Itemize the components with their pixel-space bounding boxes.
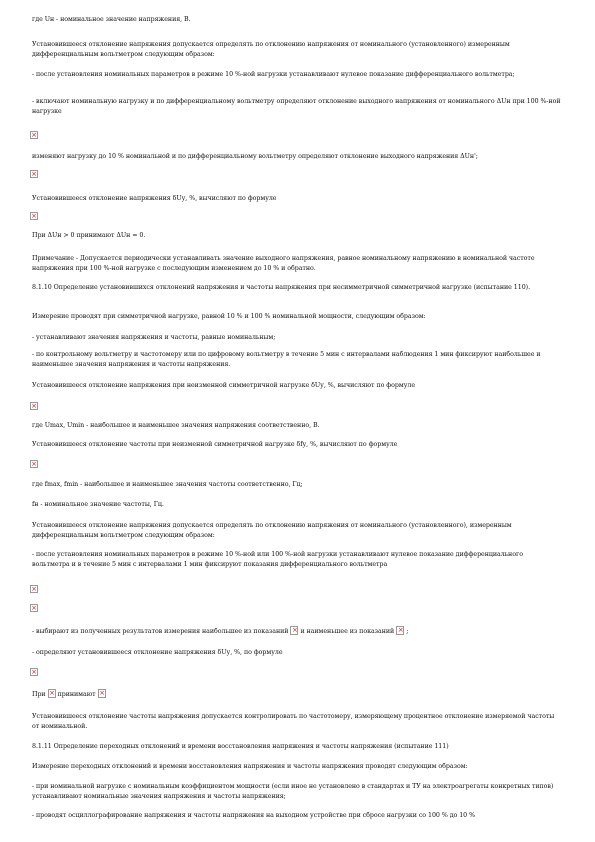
paragraph-text: ; <box>406 628 409 635</box>
paragraph: Установившееся отклонение напряжения допускается определять по отклонению напряжения от номинального (установленного), измеренным дифференциальным вольтметром следующим образом: <box>32 522 512 539</box>
paragraph: При ΔUн > 0 принимают ΔUн = 0. <box>32 232 146 239</box>
paragraph: Установившееся отклонение частоты при неизменной симметричной нагрузке δfу, %, вычисляют по формуле <box>32 441 398 448</box>
broken-image-icon <box>30 668 38 676</box>
paragraph-text: - выбирают из полученных результатов измерения наибольшее из показаний <box>32 628 289 635</box>
paragraph: Установившееся отклонение напряжения при неизменной симметричной нагрузке δUу, %, вычисляют по формуле <box>32 382 416 389</box>
broken-image-icon <box>30 170 38 178</box>
paragraph: Измерение проводят при симметричной нагрузке, равной 10 % и 100 % номинальной мощности, следующим образом: <box>32 313 426 320</box>
paragraph: Установившееся отклонение частоты напряжения допускается контролировать по частотомеру, измеряющему процентное отклонение измеряемой частоты от номинальной. <box>32 713 555 730</box>
paragraph: Измерение переходных отклонений и времени восстановления напряжения и частоты напряжения проводят следующим образом: <box>32 763 468 770</box>
broken-image-icon <box>30 460 38 468</box>
paragraph-text: принимают <box>57 691 96 698</box>
paragraph: - при номинальной нагрузке с номинальным коэффициентом мощности (если иное не установлено в стандартах и ТУ на электроагрегаты конкретных типов) устанавливают номинальные значения напряжения и частоты напряжения; <box>32 783 554 800</box>
paragraph: - включают номинальную нагрузку и по дифференциальному вольтметру определяют отклонение выходного напряжения от номинального ΔUн при 100 %-ной нагрузке <box>32 98 561 115</box>
section-heading: 8.1.10 Определение установившихся отклонений напряжения и частоты напряжения при несимметричной симметричной нагрузке (испытание 110). <box>32 284 531 291</box>
broken-image-icon <box>30 212 38 220</box>
paragraph-text: и наименьшее из показаний <box>300 628 395 635</box>
paragraph: изменяют нагрузку до 10 % номинальной и по дифференциальному вольтметру определяют отклонение выходного напряжения ΔUн'; <box>32 153 478 160</box>
paragraph: - после установления номинальных параметров в режиме 10 %-ной или 100 %-ной нагрузки устанавливают нулевое показание дифференциального вольтметра и в течение 5 мин с интервалами 1 мин фиксируют показания дифференциального вольтметра <box>32 551 523 568</box>
paragraph: - проводят осциллографирование напряжения и частоты напряжения на выходном устройстве при сбросе нагрузки со 100 % до 10 % <box>32 812 476 819</box>
broken-image-icon <box>290 626 298 635</box>
paragraph: Установившееся отклонение напряжения δUу, %, вычисляют по формуле <box>32 195 277 202</box>
paragraph: - после установления номинальных параметров в режиме 10 %-ной нагрузки устанавливают нулевое показание дифференциального вольтметра; <box>32 71 515 78</box>
broken-image-icon <box>98 689 106 698</box>
paragraph: - по контрольному вольтметру и частотомеру или по цифровому вольтметру в течение 5 мин с интервалами наблюдения 1 мин фиксируют наибольшее и наименьшее значения напряжения и частоты напряжения. <box>32 351 541 368</box>
broken-image-icon <box>30 604 38 612</box>
paragraph-text: При <box>32 691 46 698</box>
paragraph <box>32 626 562 637</box>
broken-image-icon <box>30 402 38 410</box>
paragraph <box>32 689 562 700</box>
paragraph: fн - номинальное значение частоты, Гц. <box>32 501 164 508</box>
note-paragraph: Примечание - Допускается периодически устанавливать значение выходного напряжения, равное номинальному напряжению в номинальной частоте напряжения при 100 %-ной нагрузке с последующим изменением до 10 % и обратно. <box>32 255 535 272</box>
broken-image-icon <box>30 585 38 593</box>
paragraph: - устанавливают значения напряжения и частоты, равные номинальным; <box>32 334 276 341</box>
paragraph: - определяют установившееся отклонение напряжения δUу, %, по формуле <box>32 649 283 656</box>
section-heading: 8.1.11 Определение переходных отклонений и времени восстановления напряжения и частоты напряжения (испытание 111) <box>32 743 449 750</box>
broken-image-icon <box>48 689 56 698</box>
paragraph: Установившееся отклонение напряжения допускается определять по отклонению напряжения от номинального (установленного) измеренным дифференциальным вольтметром следующим образом: <box>32 41 510 58</box>
broken-image-icon <box>396 626 404 635</box>
paragraph: где Uн - номинальное значение напряжения, В. <box>32 16 191 23</box>
paragraph: где Umax, Umin - наибольшее и наименьшее значения напряжения соответственно, В. <box>32 422 320 429</box>
paragraph: где fmax, fmin - наибольшее и наименьшее значения частоты соответственно, Гц; <box>32 481 303 488</box>
broken-image-icon <box>30 131 38 139</box>
